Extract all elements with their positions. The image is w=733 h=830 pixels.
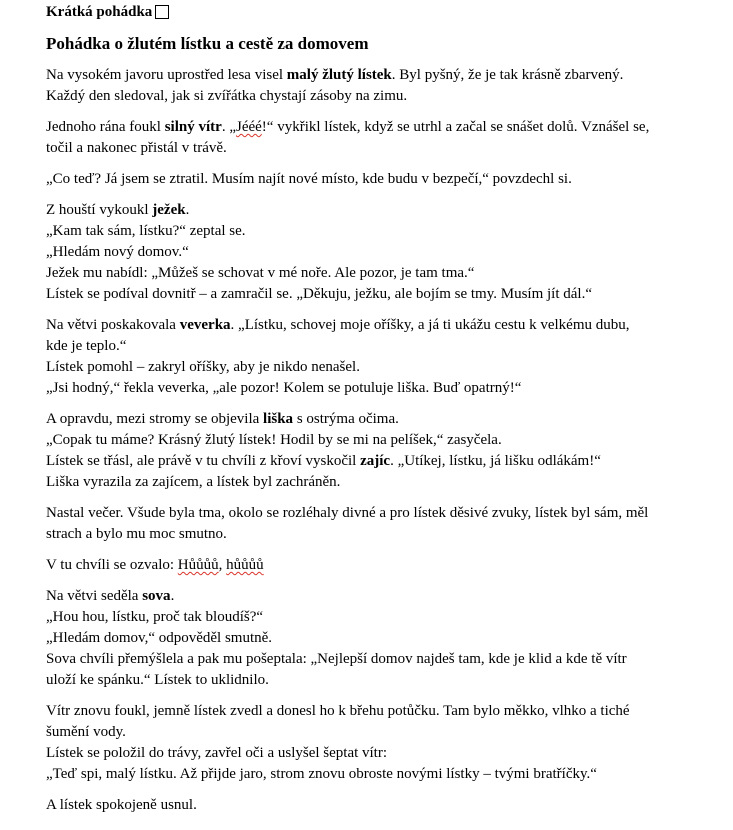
text-run: Z houští vykoukl (46, 202, 153, 218)
text-run: Ježek mu nabídl: „Můžeš se schovat v mé noře. Ale pozor, je tam tma.“ (46, 265, 475, 281)
text-line (46, 86, 706, 107)
story-paragraph (46, 65, 706, 107)
text-line (46, 378, 706, 399)
text-run: Liška vyrazila za zajícem, a lístek byl zachráněn. (46, 474, 341, 490)
story-paragraph (46, 503, 706, 545)
story-paragraph (46, 555, 706, 576)
text-line (46, 607, 706, 628)
text-run: . Byl pyšný, že je tak krásně zbarvený. (391, 67, 624, 83)
text-run: Lístek se podíval dovnitř – a zamračil se. „Děkuju, ježku, ale bojím se tmy. Musím jít dál.“ (46, 286, 592, 302)
text-run: V tu chvíli se ozvalo: (46, 557, 178, 573)
text-line (46, 409, 706, 430)
text-run: „Copak tu máme? Krásný žlutý lístek! Hodil by se mi na pelíšek,“ zasyčela. (46, 432, 502, 448)
story-paragraph (46, 315, 706, 399)
text-line (46, 524, 706, 545)
text-run: Lístek se položil do trávy, zavřel oči a uslyšel šeptat vítr: (46, 745, 388, 761)
text-line (46, 65, 706, 86)
text-run: , (218, 557, 227, 573)
text-run: točil a nakonec přistál v trávě. (46, 140, 227, 156)
text-run: Vítr znovu foukl, jemně lístek zvedl a donesl ho k břehu potůčku. Tam bylo měkko, vlhko a tiché (46, 703, 630, 719)
bold-text: sova (142, 588, 171, 604)
text-run: Na vysokém javoru uprostřed lesa visel (46, 67, 287, 83)
text-run: . „ (221, 119, 236, 135)
document-label (46, 3, 169, 21)
text-line (46, 628, 706, 649)
text-line (46, 200, 706, 221)
text-run: . (170, 588, 175, 604)
text-line (46, 795, 706, 816)
text-line (46, 117, 706, 138)
text-line (46, 221, 706, 242)
text-line (46, 451, 706, 472)
text-line (46, 586, 706, 607)
text-run: „Kam tak sám, lístku?“ zeptal se. (46, 223, 246, 239)
story-paragraph (46, 409, 706, 493)
text-run: šumění vody. (46, 724, 126, 740)
spellcheck-word: Jééé (235, 119, 262, 135)
text-line (46, 503, 706, 524)
text-line (46, 169, 706, 190)
text-run: Na větvi seděla (46, 588, 143, 604)
text-line (46, 430, 706, 451)
story-paragraph (46, 117, 706, 159)
text-run: s ostrýma očima. (293, 411, 399, 427)
story-paragraph (46, 169, 706, 190)
text-run: Nastal večer. Všude byla tma, okolo se rozléhaly divné a pro lístek děsivé zvuky, lístek byl sám, měl (46, 505, 649, 521)
text-line (46, 472, 706, 493)
text-line (46, 284, 706, 305)
story-body (46, 65, 706, 826)
document-label-text: Krátká pohádka (46, 4, 153, 20)
text-line (46, 263, 706, 284)
story-paragraph (46, 200, 706, 305)
text-run: kde je teplo.“ (46, 338, 127, 354)
text-line (46, 743, 706, 764)
text-line (46, 764, 706, 785)
text-run: „Co teď? Já jsem se ztratil. Musím najít nové místo, kde budu v bezpečí,“ povzdechl si. (46, 171, 572, 187)
text-run: „Hledám nový domov.“ (46, 244, 189, 260)
text-line (46, 242, 706, 263)
text-run: Lístek pomohl – zakryl oříšky, aby je nikdo nenašel. (46, 359, 360, 375)
bold-text: liška (263, 411, 294, 427)
text-run: uloží ke spánku.“ Lístek to uklidnilo. (46, 672, 269, 688)
bold-text: malý žlutý lístek (286, 67, 392, 83)
bold-text: zajíc (360, 453, 391, 469)
story-paragraph (46, 586, 706, 691)
text-run: Každý den sledoval, jak si zvířátka chystají zásoby na zimu. (46, 88, 408, 104)
text-line (46, 336, 706, 357)
text-run: A lístek spokojeně usnul. (46, 797, 197, 813)
text-run: Na větvi poskakovala (46, 317, 180, 333)
text-run: Lístek se třásl, ale právě v tu chvíli z křoví vyskočil (46, 453, 361, 469)
text-run: !“ vykřikl lístek, když se utrhl a začal se snášet dolů. Vznášel se, (261, 119, 650, 135)
spellcheck-word: Hůůůů (177, 557, 219, 573)
story-paragraph (46, 701, 706, 785)
text-line (46, 701, 706, 722)
text-run: . „Lístku, schovej moje oříšky, a já ti ukážu cestu k velkému dubu, (230, 317, 630, 333)
text-line (46, 649, 706, 670)
text-line (46, 722, 706, 743)
text-run: strach a bylo mu moc smutno. (46, 526, 227, 542)
bold-text: ježek (152, 202, 186, 218)
bold-text: silný vítr (164, 119, 222, 135)
text-run: Sova chvíli přemýšlela a pak mu pošeptala: „Nejlepší domov najdeš tam, kde je klid a kde tě vítr (46, 651, 627, 667)
text-run: Jednoho rána foukl (46, 119, 165, 135)
text-run: „Jsi hodný,“ řekla veverka, „ale pozor! Kolem se potuluje liška. Buď opatrný!“ (46, 380, 522, 396)
story-title: Pohádka o žlutém lístku a cestě za domovem (46, 34, 369, 53)
text-run: . „Utíkej, lístku, já lišku odlákám!“ (390, 453, 601, 469)
text-run: . (185, 202, 190, 218)
text-line (46, 670, 706, 691)
spellcheck-word: hůůůů (226, 557, 264, 573)
text-line (46, 555, 706, 576)
checkbox-icon[interactable] (155, 5, 169, 19)
text-line (46, 357, 706, 378)
text-run: „Hou hou, lístku, proč tak bloudíš?“ (46, 609, 264, 625)
text-run: A opravdu, mezi stromy se objevila (46, 411, 264, 427)
text-run: „Hledám domov,“ odpověděl smutně. (46, 630, 273, 646)
bold-text: veverka (179, 317, 231, 333)
story-paragraph (46, 795, 706, 816)
text-line (46, 315, 706, 336)
text-line (46, 138, 706, 159)
text-run: „Teď spi, malý lístku. Až přijde jaro, strom znovu obroste novými lístky – tvými bratříčky.“ (46, 766, 597, 782)
